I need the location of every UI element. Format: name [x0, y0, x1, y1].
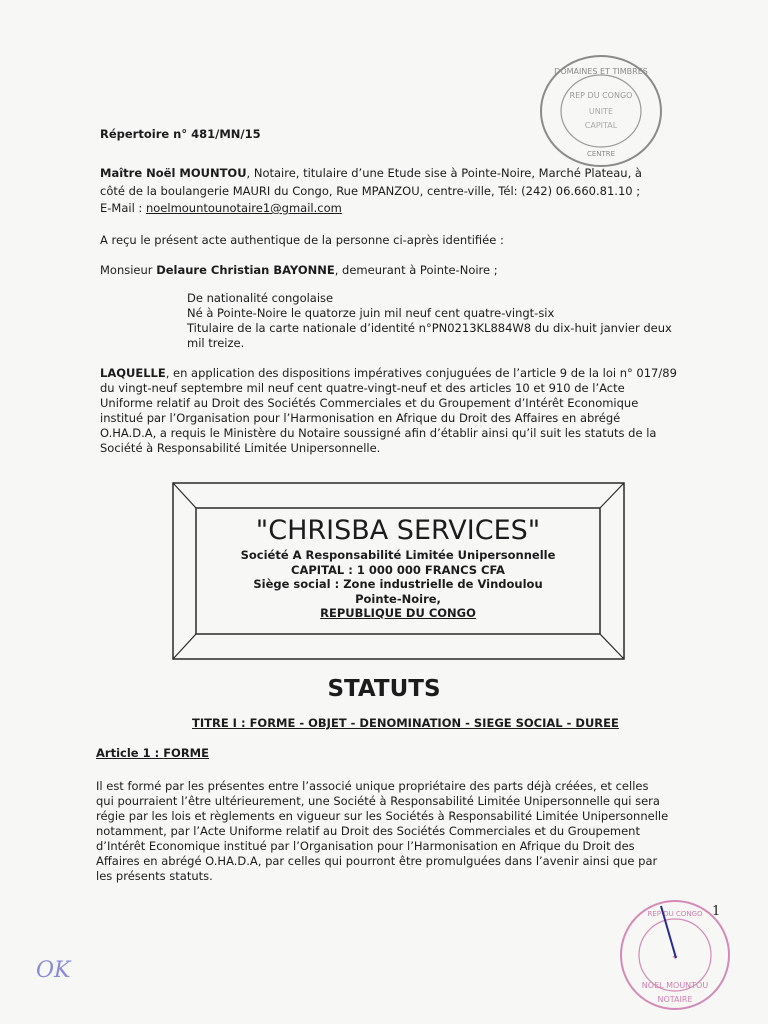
article-1-line: régie par les lois et règlements en vigueur sur les Sociétés à Responsabilité Limitée Unipersonnelle [96, 809, 669, 823]
company-name: "CHRISBA SERVICES" [255, 515, 541, 546]
article-1-line: Affaires en abrégé O.HA.D.A, par celles qui pourront être promulguées dans l’avenir ainsi que par [96, 854, 658, 868]
person-suffix: , demeurant à Pointe-Noire ; [334, 263, 498, 277]
laquelle-line-5: O.HA.D.A, a requis le Ministère du Notaire soussigné afin d’établir ainsi qu’il suit les statuts de la [100, 426, 657, 440]
svg-text:UNITE: UNITE [588, 107, 614, 116]
person-name: Delaure Christian BAYONNE [156, 263, 335, 277]
company-block [196, 508, 600, 634]
svg-text:CAPITAL: CAPITAL [584, 121, 618, 130]
notary-name: Maître Noël MOUNTOU [100, 166, 247, 180]
laquelle-lead: LAQUELLE [100, 366, 166, 380]
company-form: Société A Responsabilité Limitée Unipersonnelle [240, 548, 556, 562]
company-capital: CAPITAL : 1 000 000 FRANCS CFA [291, 562, 505, 577]
page-number: 1 [712, 904, 721, 919]
laquelle-line-3: Uniforme relatif au Droit des Sociétés Commerciales et du Groupement d’Intérêt Economique [100, 396, 639, 410]
person-line [100, 263, 498, 277]
laquelle-line-2: du vingt-neuf septembre mil neuf cent quatre-vingt-neuf et des articles 10 et 910 de l’Acte [100, 381, 625, 395]
email-label: E-Mail : [100, 201, 146, 215]
email-link[interactable]: noelmountounotaire1@gmail.com [145, 201, 342, 215]
article-1-line: Il est formé par les présentes entre l’associé unique propriétaire des parts déjà créées, et celles [96, 779, 649, 793]
svg-text:✦: ✦ [671, 953, 679, 963]
nationality-line: De nationalité congolaise [187, 291, 334, 305]
recu-line: A reçu le présent acte authentique de la personne ci-après identifiée : [100, 233, 504, 247]
svg-text:REP DU CONGO: REP DU CONGO [569, 91, 633, 100]
laquelle-line-6: Société à Responsabilité Limitée Unipersonnelle. [100, 441, 381, 455]
birth-line: Né à Pointe-Noire le quatorze juin mil neuf cent quatre-vingt-six [187, 306, 555, 320]
laquelle-line-4: institué par l’Organisation pour l’Harmonisation en Afrique du Droit des Affaires en abrégé [100, 411, 621, 425]
article-1-label: Article 1 : [96, 746, 164, 760]
id-line-1: Titulaire de la carte nationale d’identité n°PN0213KL884W8 du dix-huit janvier deux [187, 321, 672, 335]
article-1-heading [96, 746, 209, 760]
handwritten-ok: OK [36, 958, 71, 983]
titre-heading: TITRE I : FORME - OBJET - DENOMINATION - SIEGE SOCIAL - DUREE [192, 716, 619, 730]
id-line-2: mil treize. [187, 336, 245, 350]
article-1-line: les présents statuts. [96, 869, 213, 883]
company-seat: Siège social : Zone industrielle de Vindoulou [253, 577, 543, 591]
svg-text:NOTAIRE: NOTAIRE [657, 995, 693, 1004]
person-prefix: Monsieur [100, 263, 157, 277]
laquelle-line-1 [100, 366, 677, 380]
article-1-title: FORME [163, 746, 209, 760]
svg-text:NOEL MOUNTOU: NOEL MOUNTOU [641, 981, 709, 990]
article-1-line: d’Intérêt Economique institué par l’Organisation pour l’Harmonisation en Afrique du Droit des [96, 839, 635, 853]
notary-line-1-rest: , Notaire, titulaire d’une Etude sise à Pointe-Noire, Marché Plateau, à [246, 166, 642, 180]
company-country: REPUBLIQUE DU CONGO [320, 606, 476, 620]
statuts-title: STATUTS [327, 676, 441, 702]
laquelle-line-1-text: , en application des dispositions impératives conjuguées de l’article 9 de la loi n° 017/89 [165, 366, 677, 380]
svg-text:DOMAINES ET TIMBRES: DOMAINES ET TIMBRES [554, 67, 648, 76]
company-city: Pointe-Noire, [355, 591, 441, 606]
article-1-line: qui pourraient l’être ultérieurement, une Société à Responsabilité Limitée Unipersonnelle qui sera [96, 794, 660, 808]
svg-text:REP DU CONGO: REP DU CONGO [647, 910, 703, 918]
notary-line-1 [100, 166, 642, 180]
svg-text:CENTRE: CENTRE [586, 150, 616, 158]
article-1-line: notamment, par l’Acte Uniforme relatif au Droit des Sociétés Commerciales et du Groupement [96, 824, 640, 838]
repertoire-number: Répertoire n° 481/MN/15 [100, 127, 261, 141]
notary-line-2: côté de la boulangerie MAURI du Congo, Rue MPANZOU, centre-ville, Tél: (242) 06.660.81.10 ; [100, 184, 641, 198]
registration-stamp [537, 52, 665, 170]
notary-line-3 [100, 201, 342, 215]
